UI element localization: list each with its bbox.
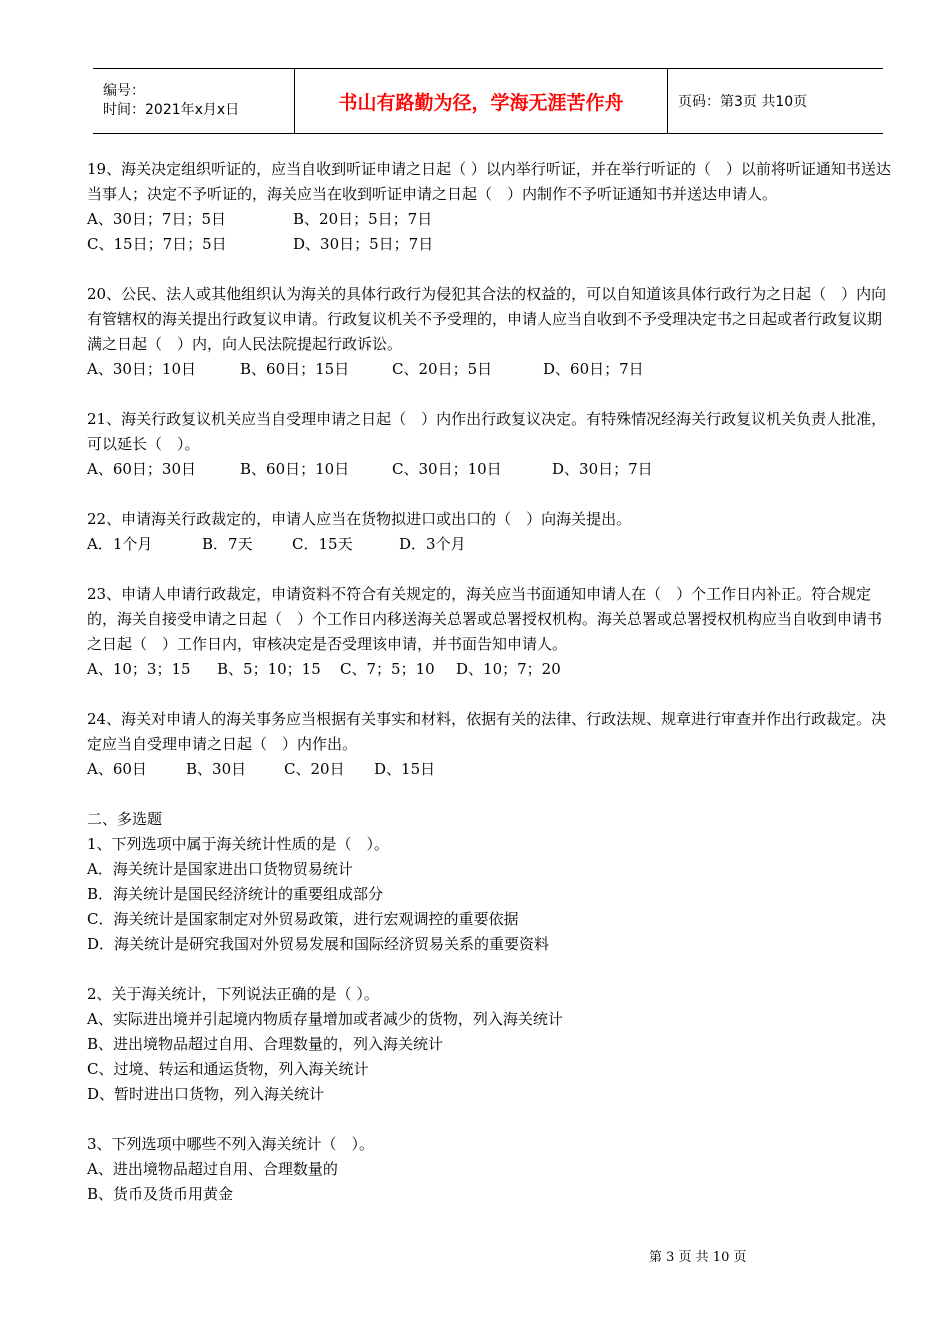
answer-option: C、30日；10日	[392, 460, 502, 478]
question-block	[87, 707, 893, 782]
header-motto	[295, 69, 668, 133]
question-text: 2、关于海关统计，下列说法正确的是（ ）。	[87, 985, 379, 1003]
answer-option: B、60日；15日	[240, 360, 350, 378]
answer-option: B、60日；10日	[240, 460, 350, 478]
answer-option: D、10；7；20	[456, 660, 561, 678]
answer-option: B．7天	[202, 535, 253, 553]
answer-option: B、20日；5日；7日	[293, 210, 433, 228]
answer-option: C、15日；7日；5日	[87, 235, 227, 253]
answer-option: A、60日；30日	[87, 460, 197, 478]
answer-option: A、30日；10日	[87, 360, 197, 378]
page-footer: 第 3 页 共 10 页	[649, 1250, 747, 1265]
answer-option: D、60日；7日	[543, 360, 644, 378]
question-text: 1、下列选项中属于海关统计性质的是（ ）。	[87, 835, 390, 853]
option-row	[87, 207, 893, 232]
answer-option: D、15日	[374, 760, 436, 778]
question-text: 20、公民、法人或其他组织认为海关的具体行政行为侵犯其合法的权益的，可以自知道该具体行政行为之日起（ ）内向有管辖权的海关提出行政复议申请。行政复议机关不予受理的，申请人应当自收到不予受理决定书之日起或者行政复议期满之日起（ ）内，向人民法院提起行政诉讼。	[87, 285, 887, 353]
question-text: 23、申请人申请行政裁定，申请资料不符合有关规定的，海关应当书面通知申请人在（ ）个工作日内补正。符合规定的，海关自接受申请之日起（ ）个工作日内移送海关总署或总署授权机构。海关总署或总署授权机构应当自收到申请书之日起（ ）工作日内，审核决定是否受理该申请，并书面告知申请人。	[87, 585, 883, 653]
option-row	[87, 657, 893, 682]
question-block	[87, 507, 893, 557]
motto-text: 书山有路勤为径，学海无涯苦作舟	[338, 91, 624, 114]
answer-option: A．1个月	[87, 535, 153, 553]
answer-option: A、30日；7日；5日	[87, 210, 227, 228]
header-page-info	[668, 69, 883, 133]
answer-option: B、进出境物品超过自用、合理数量的，列入海关统计	[87, 1035, 444, 1053]
option-row	[87, 757, 893, 782]
answer-option: B．海关统计是国民经济统计的重要组成部分	[87, 885, 384, 903]
page-info-text: 页码：第3页 共10页	[678, 94, 808, 110]
option-row	[87, 532, 893, 557]
answer-option: C、20日	[284, 760, 345, 778]
answer-option: D、30日；7日	[552, 460, 653, 478]
header-meta	[93, 69, 295, 133]
question-text: 21、海关行政复议机关应当自受理申请之日起（ ）内作出行政复议决定。有特殊情况经海关行政复议机关负责人批准，可以延长（ ）。	[87, 410, 887, 453]
answer-option: A、实际进出境并引起境内物质存量增加或者减少的货物，列入海关统计	[87, 1010, 563, 1028]
answer-option: C、过境、转运和通运货物，列入海关统计	[87, 1060, 369, 1078]
answer-option: D．3个月	[399, 535, 466, 553]
answer-option: A、进出境物品超过自用、合理数量的	[87, 1160, 338, 1178]
answer-option: B、30日	[186, 760, 247, 778]
answer-option: C．15天	[292, 535, 353, 553]
option-row	[87, 357, 893, 382]
answer-option: C、7；5；10	[340, 660, 435, 678]
question-block	[87, 832, 893, 957]
option-row	[87, 457, 893, 482]
answer-option: D、暂时进出口货物，列入海关统计	[87, 1085, 325, 1103]
question-block	[87, 407, 893, 482]
page-header	[93, 68, 883, 134]
question-text: 3、下列选项中哪些不列入海关统计（ ）。	[87, 1135, 375, 1153]
question-block	[87, 582, 893, 682]
option-row	[87, 232, 893, 257]
question-text: 19、海关决定组织听证的，应当自收到听证申请之日起（ ）以内举行听证，并在举行听证的（ ）以前将听证通知书送达当事人；决定不予听证的，海关应当在收到听证申请之日起（ ）内制作不予听证通知书并送达申请人。	[87, 160, 891, 203]
answer-option: A、10；3；15	[87, 660, 191, 678]
answer-option: C、20日；5日	[392, 360, 493, 378]
multi-choice-section	[87, 807, 893, 1207]
question-block	[87, 157, 893, 257]
answer-option: B、5；10；15	[217, 660, 321, 678]
answer-option: C．海关统计是国家制定对外贸易政策，进行宏观调控的重要依据	[87, 910, 519, 928]
question-text: 24、海关对申请人的海关事务应当根据有关事实和材料，依据有关的法律、行政法规、规章进行审查并作出行政裁定。决定应当自受理申请之日起（ ）内作出。	[87, 710, 887, 753]
document-body	[87, 157, 893, 1207]
answer-option: D、30日；5日；7日	[293, 235, 434, 253]
answer-option: A．海关统计是国家进出口货物贸易统计	[87, 860, 353, 878]
question-block	[87, 982, 893, 1107]
section-title: 二、多选题	[87, 810, 163, 828]
answer-option: D．海关统计是研究我国对外贸易发展和国际经济贸易关系的重要资料	[87, 935, 550, 953]
number-label: 编号：	[103, 83, 145, 99]
answer-option: A、60日	[87, 760, 147, 778]
time-label: 时间：2021年x月x日	[103, 102, 240, 118]
question-text: 22、申请海关行政裁定的，申请人应当在货物拟进口或出口的（ ）向海关提出。	[87, 510, 632, 528]
answer-option: B、货币及货币用黄金	[87, 1185, 234, 1203]
question-block	[87, 282, 893, 382]
question-block	[87, 1132, 893, 1207]
